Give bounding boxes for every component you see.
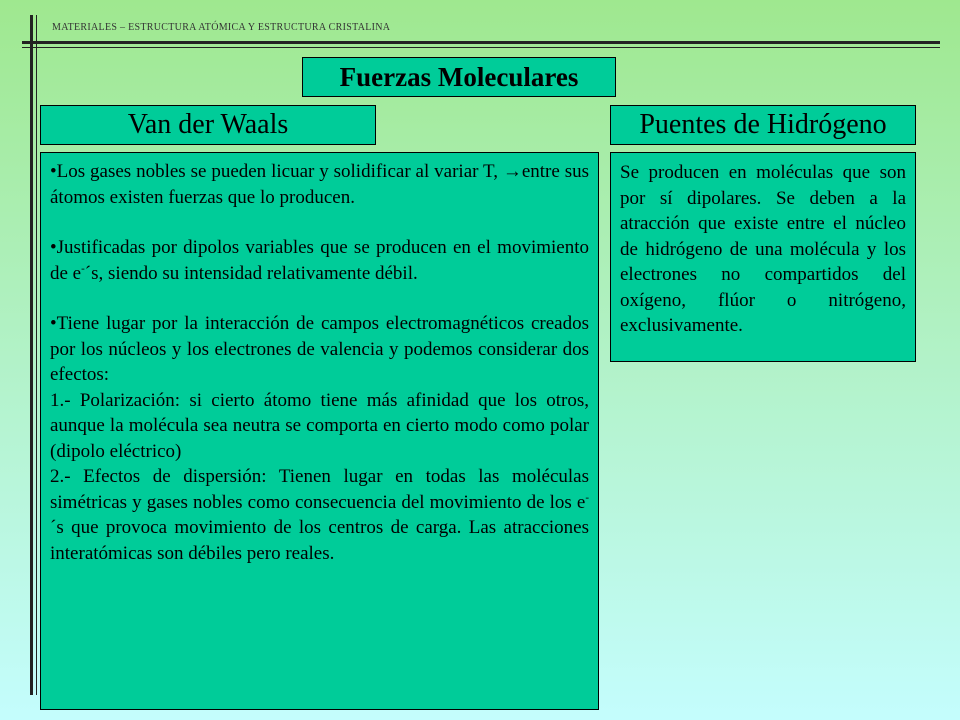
paragraph-polarization: 1.- Polarización: si cierto átomo tiene más afinidad que los otros, aunque la molécula sea neutra se comporta en cierto modo como polar (dipolo eléctrico) (50, 389, 589, 462)
hydrogen-bonds-heading: Puentes de Hidrógeno (610, 105, 916, 145)
page-title: Fuerzas Moleculares (302, 57, 616, 97)
van-der-waals-content (40, 152, 599, 710)
left-vertical-rule-thin (36, 15, 37, 695)
paragraph-dipoles-text: •Justificadas por dipolos variables que se producen en el movimiento de e (50, 237, 589, 284)
paragraph-noble-gases-end: entre sus átomos existen fuerzas que lo producen. (50, 161, 589, 208)
paragraph-dispersion (50, 464, 589, 566)
header-rule-thin (22, 47, 940, 48)
paragraph-noble-gases-text: •Los gases nobles se pueden licuar y solidificar al variar T, (50, 161, 503, 182)
paragraph-noble-gases (50, 159, 589, 210)
paragraph-dispersion-text: 2.- Efectos de dispersión: Tienen lugar en todas las moléculas simétricas y gases nobles como consecuencia del movimiento de los e (50, 466, 589, 513)
paragraph-dipoles (50, 235, 589, 286)
paragraph-interaction: •Tiene lugar por la interacción de campos electromagnéticos creados por los núcleos y los electrones de valencia y podemos considerar dos efectos: (50, 313, 589, 385)
hydrogen-bonds-content (610, 152, 916, 362)
right-arrow-icon: → (502, 161, 522, 182)
course-header: MATERIALES – ESTRUCTURA ATÓMICA Y ESTRUCTURA CRISTALINA (52, 22, 391, 33)
left-vertical-rule-thick (30, 15, 33, 695)
paragraph-dipoles-end: ´s, siendo su intensidad relativamente débil. (84, 262, 418, 284)
header-rule-thick (22, 41, 940, 44)
paragraph-hydrogen-bonds: Se producen en moléculas que son por sí dipolares. Se deben a la atracción que existe entre el núcleo de hidrógeno de una molécula y los electrones no compartidos del oxígeno, flúor o nitrógeno, exclusivamente. (620, 162, 906, 336)
superscript-minus: - (81, 262, 85, 275)
paragraph-dispersion-end: ´s que provoca movimiento de los centros de carga. Las atracciones interatómicas son débiles pero reales. (50, 517, 589, 564)
superscript-minus: - (585, 491, 589, 504)
van-der-waals-heading: Van der Waals (40, 105, 376, 145)
